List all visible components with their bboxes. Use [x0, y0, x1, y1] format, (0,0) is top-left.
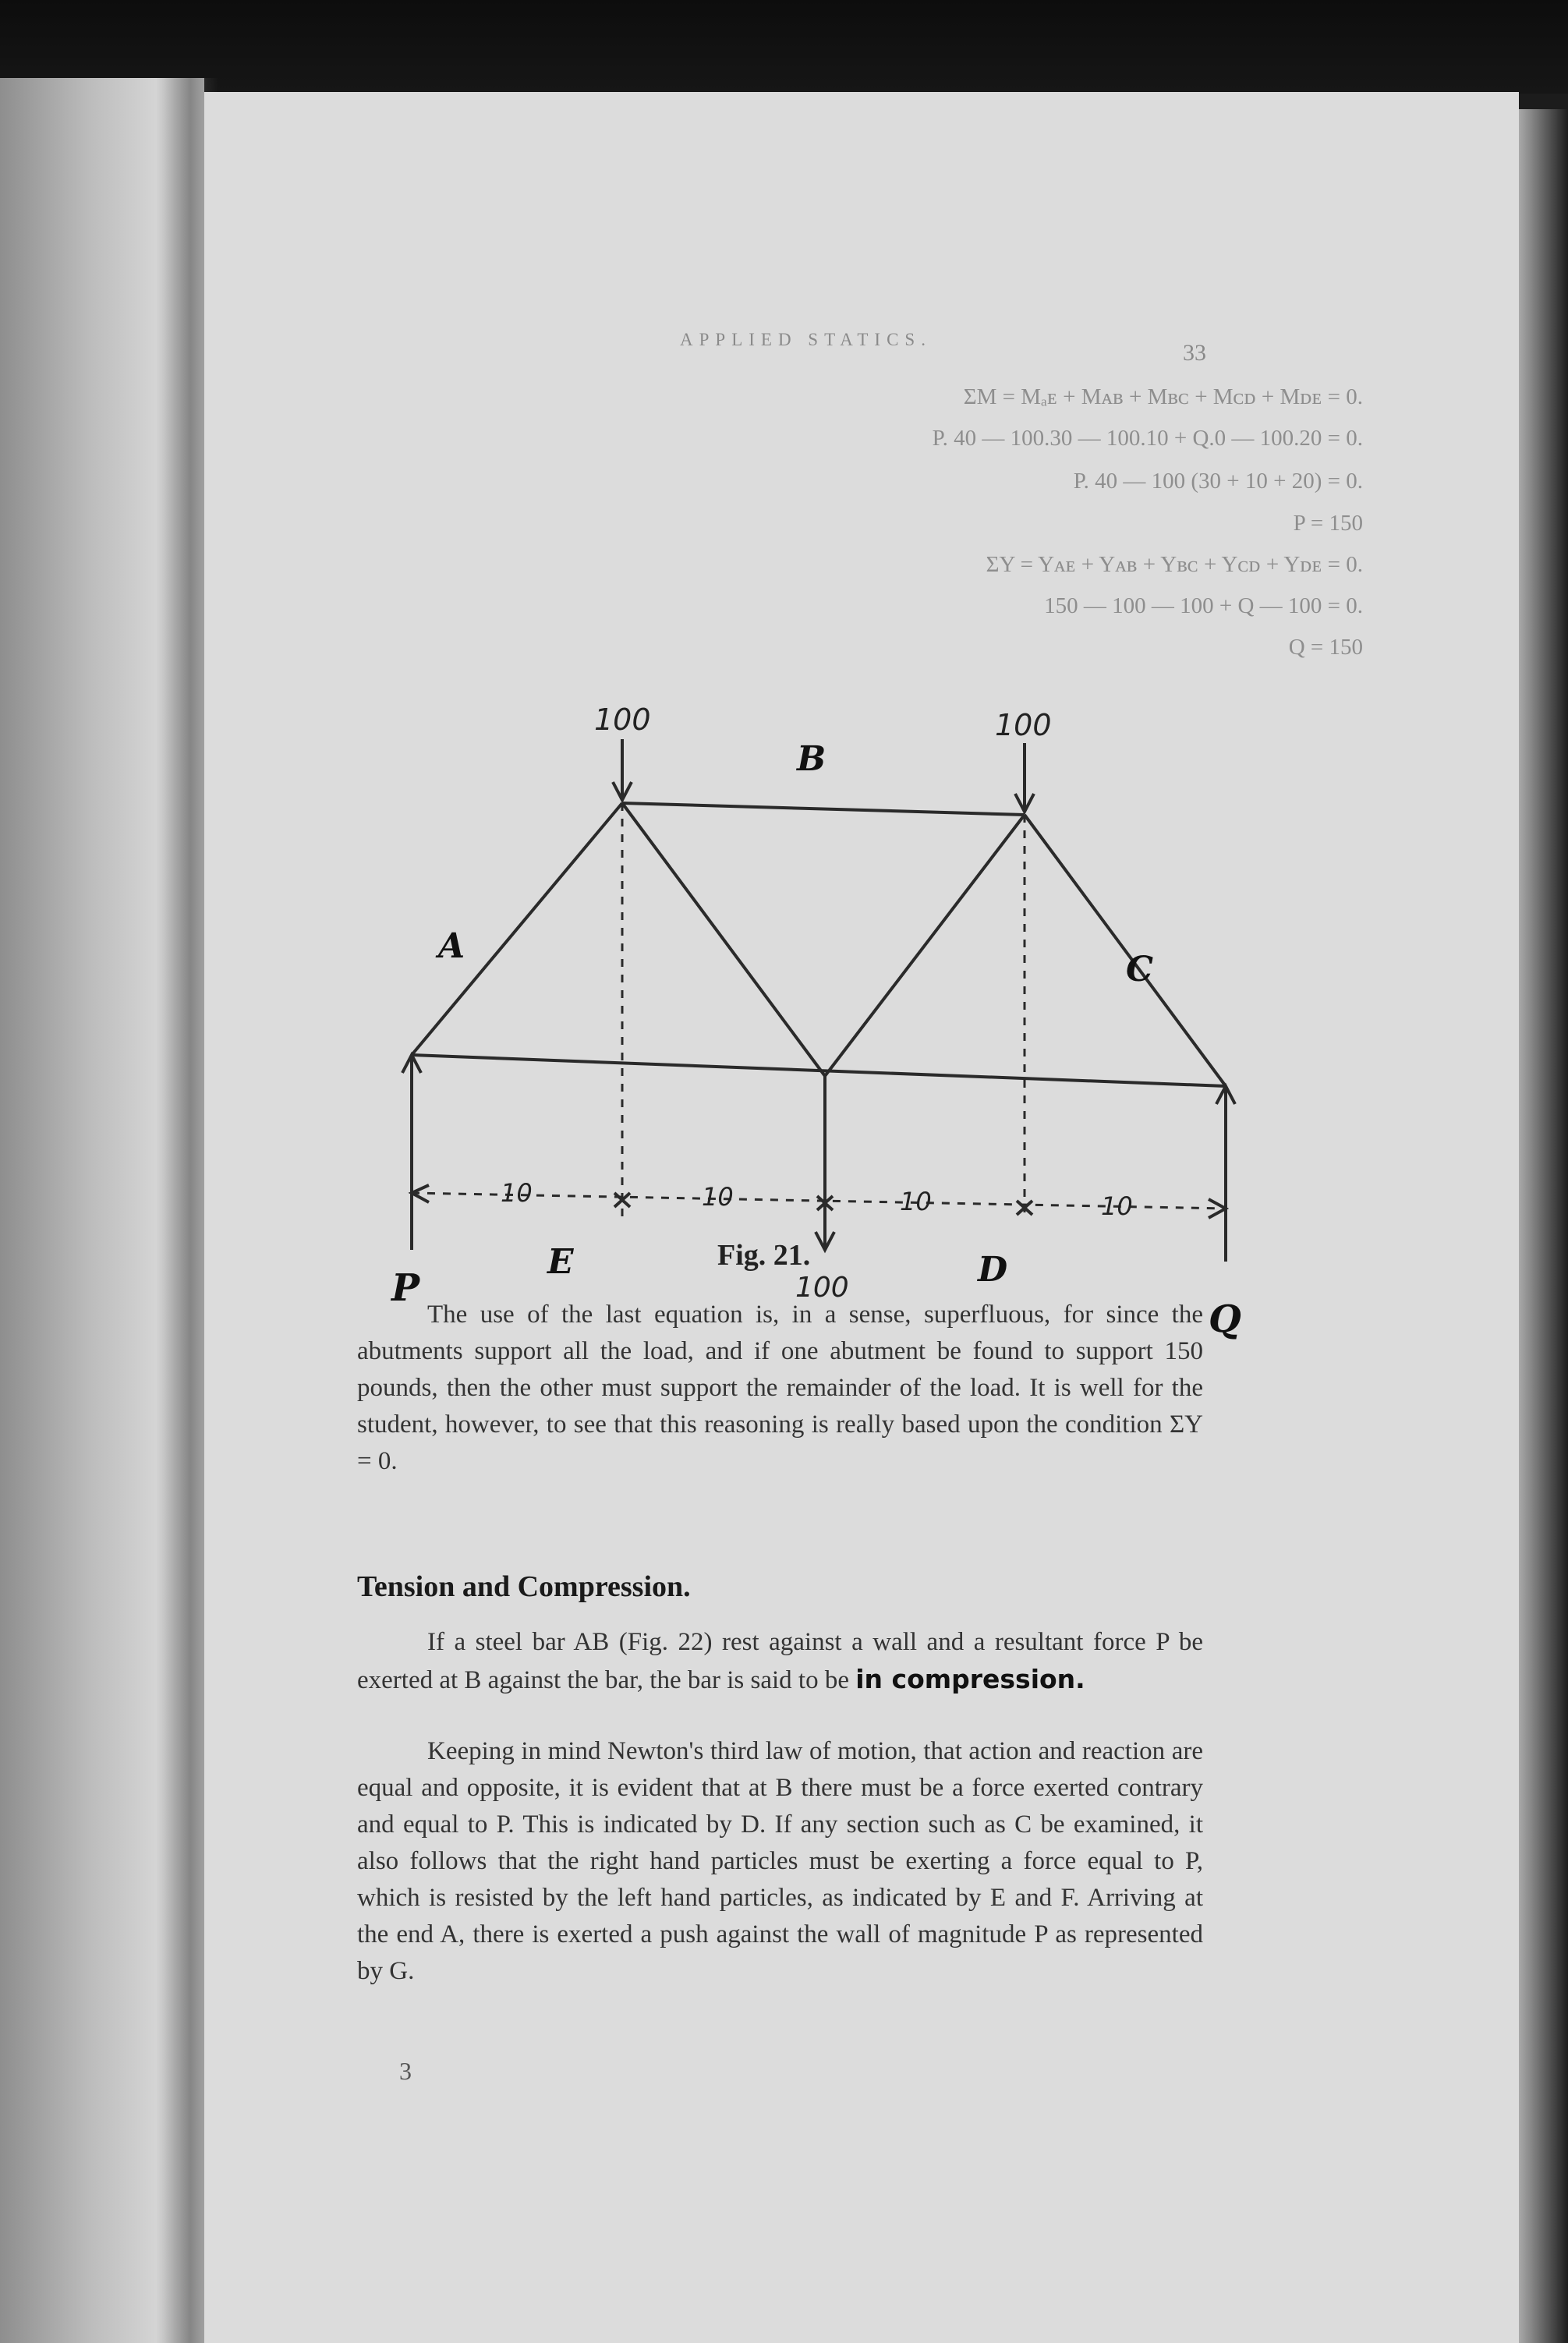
load-label-left: 100: [594, 703, 651, 737]
truss-member-cd: [1025, 815, 1226, 1086]
paragraph-compression-definition: [357, 1624, 1203, 1699]
paragraph-newton-third-law: [357, 1733, 1203, 1990]
bold-term-compression: in compression.: [855, 1664, 1085, 1694]
scan-top-border: [0, 0, 1568, 94]
equation-p-result: P = 150: [1293, 511, 1363, 536]
region-label-d: D: [978, 1250, 1008, 1290]
load-label-bottom: 100: [795, 1272, 849, 1304]
truss-member-right-diagonal: [825, 815, 1025, 1076]
reaction-label-q: Q: [1209, 1297, 1241, 1341]
equation-vertical-sum: ΣY = Yᴀᴇ + Yᴀʙ + Yʙᴄ + Yᴄᴅ + Yᴅᴇ = 0.: [986, 552, 1363, 577]
truss-member-left-diagonal: [622, 803, 825, 1076]
dimension-label-3: 10: [900, 1187, 932, 1216]
dimension-label-1: 10: [501, 1178, 533, 1208]
region-label-e: E: [547, 1242, 574, 1282]
equation-q-result: Q = 150: [1288, 635, 1363, 660]
paragraph-text: The use of the last equation is, in a sense, superfluous, for since the abutments support all the load, and if one abutment be found to support 150 pounds, then the other must support the remainder of the load. It is well for the student, however, to see that this reasoning is really based upon the condition ΣY = 0.: [357, 1301, 1203, 1475]
region-label-b: B: [797, 739, 826, 779]
section-heading: Tension and Compression.: [357, 1570, 691, 1603]
paragraph-text: If a steel bar AB (Fig. 22) rest against a wall and a resultant force P be exerted at B against the bar, the bar is said to be: [357, 1628, 1203, 1694]
paragraph-superfluous-equation: [357, 1297, 1203, 1480]
equation-moment-sum: ΣM = Mₐᴇ + Mᴀʙ + Mʙᴄ + Mᴄᴅ + Mᴅᴇ = 0.: [963, 384, 1363, 409]
region-label-c: C: [1126, 950, 1154, 989]
region-label-a: A: [438, 926, 465, 966]
dimension-label-4: 10: [1101, 1191, 1133, 1221]
truss-member-bottom-chord: [412, 1055, 1226, 1086]
paragraph-text: Keeping in mind Newton's third law of motion, that action and reaction are equal and opposite, it is evident that at B there must be a force exerted contrary and equal to P. This is indicated by D. If any section such as C be examined, it also follows that the right hand particles must be exerting a force equal to P, which is resisted by the left hand particles, as indicated by E and F. Arriving at the end A, there is exerted a push against the wall of magnitude P as represented by G.: [357, 1737, 1203, 1985]
signature-number: 3: [399, 2057, 412, 2085]
truss-member-top-chord: [622, 803, 1025, 815]
equation-moment-values: P. 40 — 100.30 — 100.10 + Q.0 — 100.20 = 0.: [932, 426, 1363, 451]
dimension-label-2: 10: [702, 1182, 734, 1212]
figure-caption: Fig. 21.: [717, 1239, 811, 1272]
page-number: 33: [1183, 340, 1206, 366]
reaction-label-p: P: [391, 1266, 420, 1310]
book-page: [204, 92, 1519, 2343]
dimension-arrowhead-start: [412, 1185, 429, 1202]
load-label-right: 100: [995, 708, 1052, 742]
equation-vertical-values: 150 — 100 — 100 + Q — 100 = 0.: [1044, 593, 1363, 618]
equation-moment-simplified: P. 40 — 100 (30 + 10 + 20) = 0.: [1073, 469, 1363, 494]
running-head: APPLIED STATICS.: [680, 330, 932, 349]
